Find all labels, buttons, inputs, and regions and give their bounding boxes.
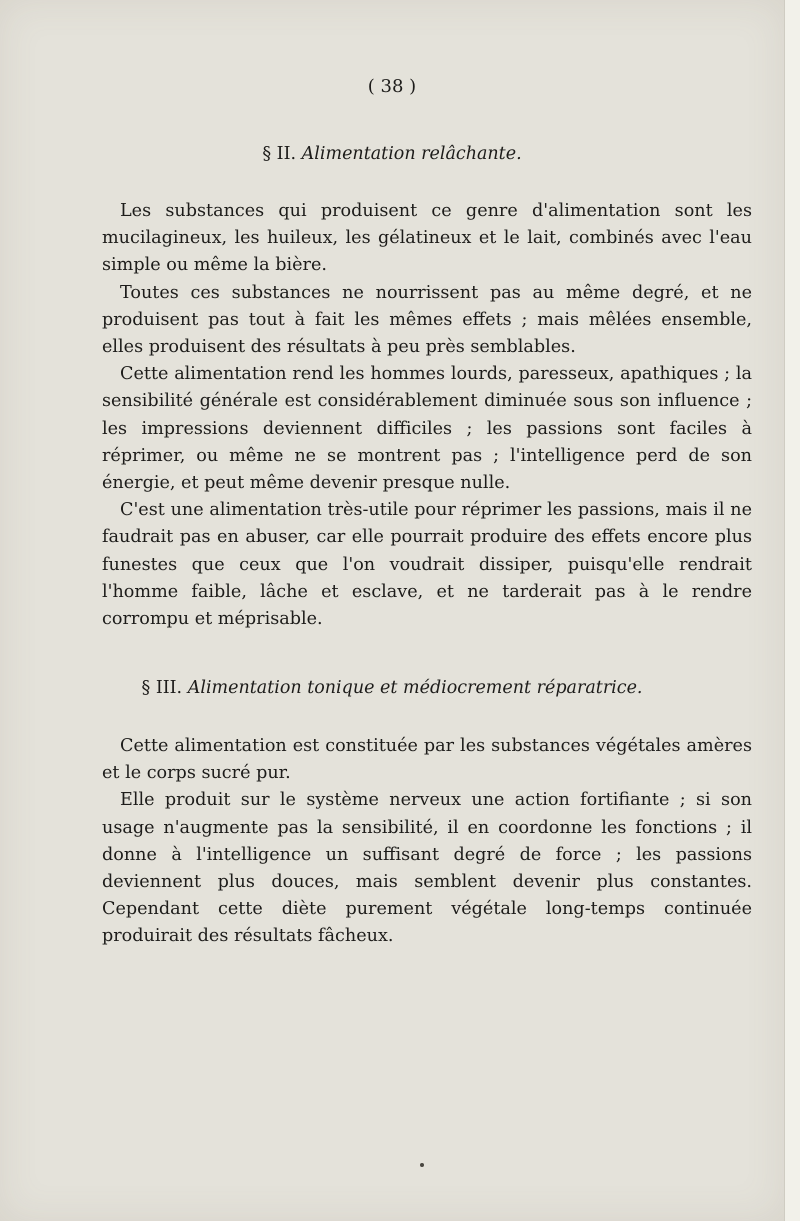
paragraph: Cette alimentation est constituée par les substances végétales amères et le corps sucré pur. [102,736,752,784]
section-title: Alimentation relâchante. [301,144,522,164]
section-number: § III. [141,678,183,698]
section-3-body [102,733,752,951]
paragraph: C'est une alimentation très-utile pour réprimer les passions, mais il ne faudrait pas en abuser, car elle pourrait produire des effets encore plus funestes que ceux que l'on voudrait dissiper, puisqu'elle rendrait l'homme faible, lâche et esclave, et ne tarderait pas à le rendre corrompu et méprisable. [102,500,752,630]
section-title: Alimentation tonique et médiocrement réparatrice. [187,678,643,698]
section-number: § II. [262,144,297,164]
paragraph: Cette alimentation rend les hommes lourds, paresseux, apathiques ; la sensibilité générale est considérablement diminuée sous son influence ; les impressions deviennent difficiles ; les passions sont faciles à réprimer, ou même ne se montrent pas ; l'intelligence perd de son énergie, et peut même devenir presque nulle. [102,364,752,494]
section-2-body [102,198,752,633]
paragraph: Elle produit sur le système nerveux une action fortifiante ; si son usage n'augmente pas la sensibilité, il en coordonne les fonctions ; il donne à l'intelligence un suffisant degré de force ; les passions deviennent plus douces, mais semblent devenir plus constantes. Cependant cette diète purement végétale long-temps continuée produirait des résultats fâcheux. [102,790,752,947]
paragraph: Toutes ces substances ne nourrissent pas au même degré, et ne produisent pas tout à fait les mêmes effets ; mais mêlées ensemble, elles produisent des résultats à peu près semblables. [102,282,752,358]
section-heading-2 [0,144,784,164]
ink-speck [420,1163,424,1167]
paragraph: Les substances qui produisent ce genre d'alimentation sont les mucilagineux, les huileux, les gélatineux et le lait, combinés avec l'eau simple ou même la bière. [102,201,752,276]
page-number: ( 38 ) [367,76,417,97]
section-heading-3 [0,678,784,698]
